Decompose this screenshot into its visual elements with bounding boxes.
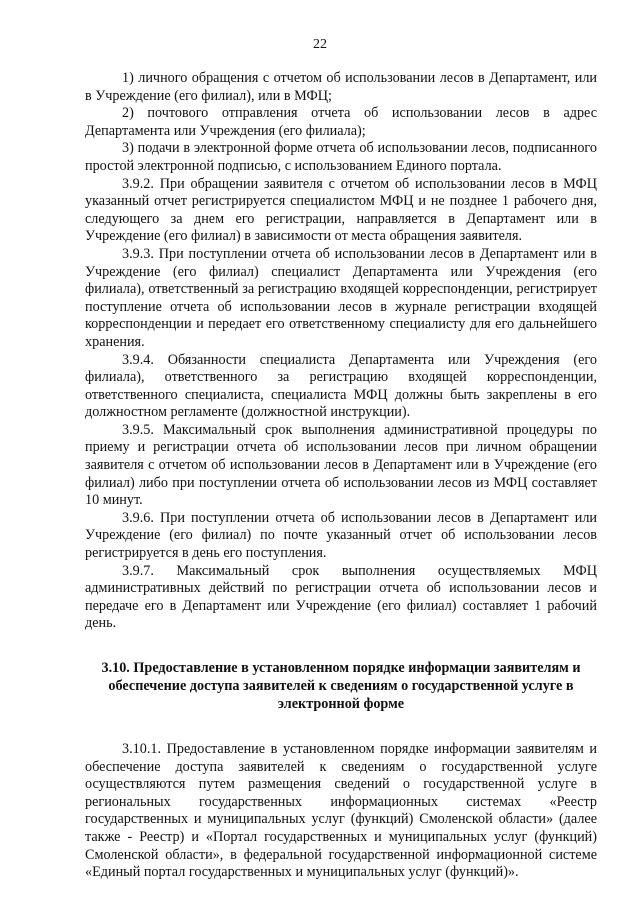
paragraph-3-9-3: 3.9.3. При поступлении отчета об использовании лесов в Департамент или в Учреждение (его филиал) специалист Департамента или Учреждения (его филиала), ответственный за регистрацию входящей корреспонденции, регистрирует поступление отчета об использовании лесов в журнале регистрации входящей корреспонденции и передает его ответственному специалисту для его дальнейшего хранения. — [85, 245, 597, 350]
paragraph-3-9-7: 3.9.7. Максимальный срок выполнения осуществляемых МФЦ административных действий по регистрации отчета об использовании лесов и передаче его в Департамент или Учреждение (его филиал) составляет 1 рабочий день. — [85, 562, 597, 632]
paragraph-item-2: 2) почтового отправления отчета об использовании лесов в адрес Департамента или Учреждения (его филиала); — [85, 105, 597, 139]
paragraph-item-1: 1) личного обращения с отчетом об использовании лесов в Департамент, или в Учреждение (его филиал), или в МФЦ; — [85, 70, 597, 104]
page-number: 22 — [313, 37, 327, 52]
paragraph-3-9-2: 3.9.2. При обращении заявителя с отчетом об использовании лесов в МФЦ указанный отчет регистрируется специалистом МФЦ и не позднее 1 рабочего дня, следующего за днем его регистрации, направляется в Департамент или в Учреждение (его филиал) в зависимости от места обращения заявителя. — [85, 175, 597, 245]
document-body — [85, 70, 597, 882]
paragraph-3-10-1: 3.10.1. Предоставление в установленном порядке информации заявителям и обеспечение доступа заявителей к сведениям о государственной услуге осуществляются путем размещения сведений о государственной услуге в региональных государственных информационных системах «Реестр государственных и муниципальных услуг (функций) Смоленской области» (далее также - Реестр) и «Портал государственных и муниципальных услуг (функций) Смоленской области», в федеральной государственной информационной системе «Единый портал государственных и муниципальных услуг (функций)». — [85, 741, 597, 881]
paragraph-3-9-5: 3.9.5. Максимальный срок выполнения административной процедуры по приему и регистрации отчета об использовании лесов при личном обращении заявителя с отчетом об использовании лесов в Департамент или в Учреждение (его филиал) либо при поступлении отчета об использовании лесов из МФЦ составляет 10 минут. — [85, 421, 597, 509]
paragraph-3-9-6: 3.9.6. При поступлении отчета об использовании лесов в Департамент или Учреждение (его филиал) по почте указанный отчет об использовании лесов регистрируется в день его поступления. — [85, 509, 597, 562]
paragraph-item-3: 3) подачи в электронной форме отчета об использовании лесов, подписанного простой электронной подписью, с использованием Единого портала. — [85, 140, 597, 174]
paragraph-3-9-4: 3.9.4. Обязанности специалиста Департамента или Учреждения (его филиала), ответственного за регистрацию входящей корреспонденции, ответственного специалиста, специалиста МФЦ должны быть закреплены в его должностном регламенте (должностной инструкции). — [85, 351, 597, 421]
section-heading-3-10: 3.10. Предоставление в установленном порядке информации заявителям и обеспечение доступа заявителей к сведениям о государственной услуге в электронной форме — [101, 660, 581, 712]
